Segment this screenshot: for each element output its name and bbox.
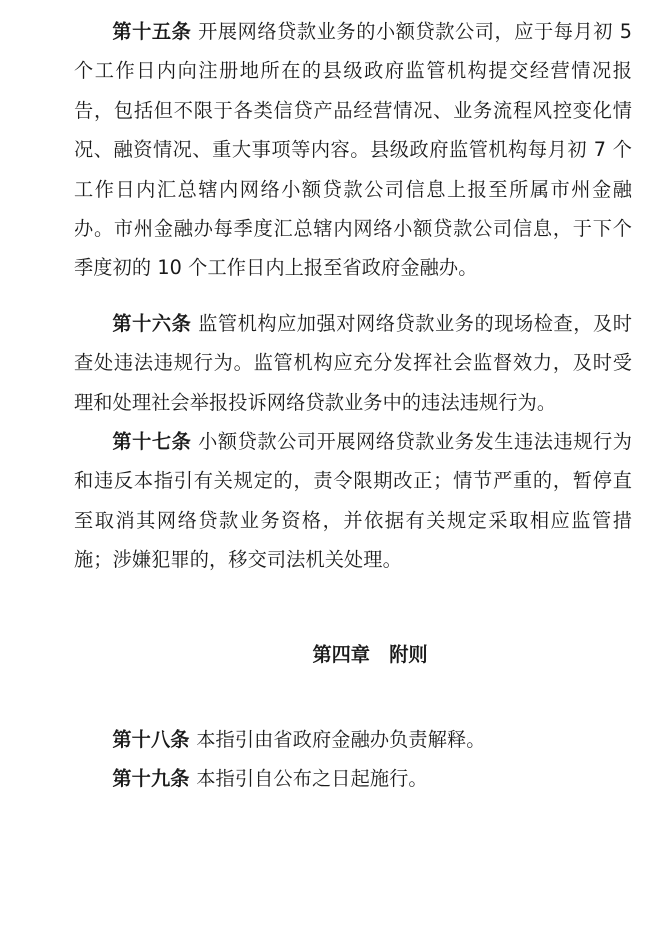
article-18-number: 第十八条 xyxy=(112,728,190,751)
article-17 xyxy=(74,422,632,580)
article-16-text: 监管机构应加强对网络贷款业务的现场检查，及时查处违法违规行为。监管机构应充分发挥社会监督效力，及时受理和处理社会举报投诉网络贷款业务中的违法违规行为。 xyxy=(74,312,632,414)
article-15 xyxy=(74,12,632,288)
article-19-number: 第十九条 xyxy=(112,767,190,790)
article-17-text: 小额贷款公司开展网络贷款业务发生违法违规行为和违反本指引有关规定的，责令限期改正；情节严重的，暂停直至取消其网络贷款业务资格，并依据有关规定采取相应监管措施；涉嫌犯罪的，移交司法机关处理。 xyxy=(74,430,632,572)
article-17-number: 第十七条 xyxy=(112,430,192,453)
article-19-text: 本指引自公布之日起施行。 xyxy=(196,767,428,790)
article-18 xyxy=(74,720,632,759)
article-19 xyxy=(74,759,632,798)
article-15-text: 开展网络贷款业务的小额贷款公司，应于每月初 5 个工作日内向注册地所在的县级政府监管机构提交经营情况报告，包括但不限于各类信贷产品经营情况、业务流程风控变化情况、融资情况、重大事项等内容。县级政府监管机构每月初 7 个工作日内汇总辖内网络小额贷款公司信息上报至所属市州金融办。市州金融办每季度汇总辖内网络小额贷款公司信息，于下个季度初的 10 个工作日内上报至省政府金融办。 xyxy=(74,20,632,280)
chapter-number: 第四章 xyxy=(312,643,370,666)
article-15-number: 第十五条 xyxy=(112,20,192,43)
article-16 xyxy=(74,304,632,422)
article-18-text: 本指引由省政府金融办负责解释。 xyxy=(196,728,486,751)
article-16-number: 第十六条 xyxy=(112,312,192,335)
chapter-title: 附则 xyxy=(389,643,428,666)
chapter-heading xyxy=(0,635,667,674)
